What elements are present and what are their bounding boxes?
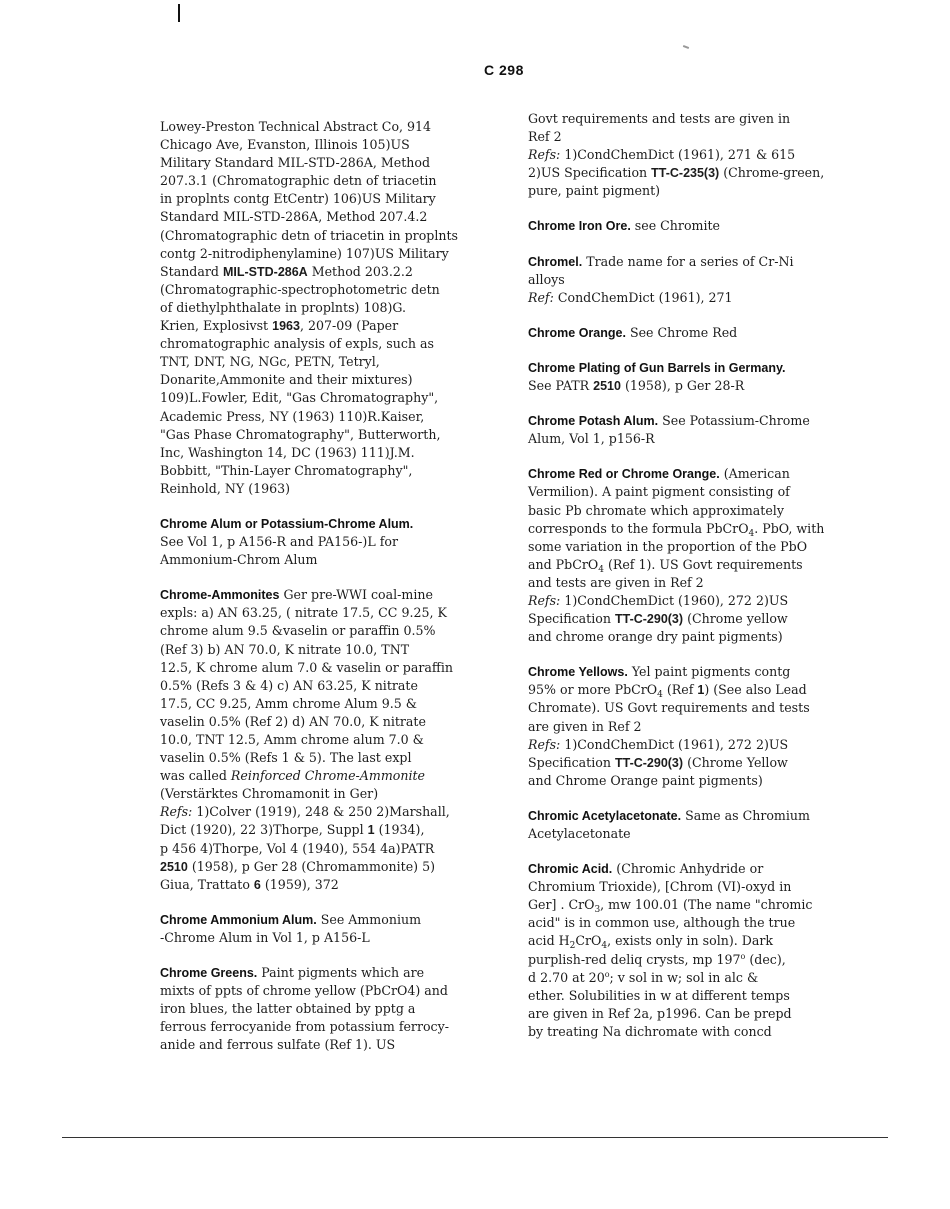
bold-volume: 1963 bbox=[272, 319, 300, 334]
refs-label: Refs: bbox=[528, 736, 561, 752]
text-line: Chrome Greens. Paint pigments which are bbox=[160, 965, 425, 981]
text-line: Standard MIL-STD-286A, Method 207.4.2 bbox=[160, 209, 428, 225]
text-line: Chicago Ave, Evanston, Illinois 105)US bbox=[160, 137, 410, 153]
text-line: 95% or more PbCrO$_4$ (Ref 1) (See also Lead bbox=[528, 682, 807, 701]
text-line: Chrome-Ammonites Ger pre-WWI coal-mine bbox=[160, 587, 433, 603]
refs-label: Ref: bbox=[528, 289, 554, 305]
text-line: Chromic Acid. (Chromic Anhydride or bbox=[528, 861, 764, 877]
text-line: Inc, Washington 14, DC (1963) 111)J.M. bbox=[160, 444, 415, 460]
text-line: See PATR 2510 (1958), p Ger 28-R bbox=[528, 378, 745, 394]
entry-chromic-acid bbox=[528, 860, 846, 1041]
bold-spec: TT-C-235(3) bbox=[651, 166, 720, 181]
text-line: and PbCrO$_4$ (Ref 1). US Govt requirements bbox=[528, 556, 803, 575]
italic-term: Reinforced Chrome-Ammonite bbox=[230, 768, 426, 784]
entry-heading: Chrome Greens. bbox=[160, 966, 258, 981]
text-line: 10.0, TNT 12.5, Amm chrome alum 7.0 & bbox=[160, 732, 424, 747]
text-line: contg 2-nitrodiphenylamine) 107)US Military bbox=[160, 245, 449, 261]
text-line: and tests are given in Ref 2 bbox=[528, 574, 704, 590]
bold-spec: TT-C-290(3) bbox=[614, 612, 684, 627]
text-line: Chrome Orange. See Chrome Red bbox=[528, 324, 738, 340]
text-line: Refs: 1)CondChemDict (1961), 272 2)US bbox=[528, 736, 789, 752]
bold-volume: 2510 bbox=[160, 859, 188, 874]
text-line: (Chromatographic detn of triacetin in proplnts bbox=[160, 227, 458, 243]
text-line: Academic Press, NY (1963) 110)R.Kaiser, bbox=[160, 408, 425, 424]
text-line: Alum, Vol 1, p156-R bbox=[528, 431, 655, 447]
text-line: Chrome Iron Ore. see Chromite bbox=[528, 218, 721, 234]
page-number: C 298 bbox=[484, 62, 524, 78]
entry-chromel bbox=[528, 253, 846, 307]
text-line: Chrome Ammonium Alum. See Ammonium bbox=[160, 911, 422, 927]
text-line: Acetylacetonate bbox=[528, 826, 631, 841]
text-line: Giua, Trattato 6 (1959), 372 bbox=[160, 876, 339, 892]
text-line: Refs: 1)CondChemDict (1960), 272 2)US bbox=[528, 592, 789, 608]
entry-chrome-potash-alum bbox=[528, 412, 846, 448]
entry-heading: Chrome Red or Chrome Orange. bbox=[528, 467, 720, 482]
entry-chrome-orange bbox=[528, 324, 846, 342]
text-line: ether. Solubilities in w at different temps bbox=[528, 987, 790, 1003]
text-line: 2510 (1958), p Ger 28 (Chromammonite) 5) bbox=[160, 858, 436, 874]
text-line: Refs: 1)CondChemDict (1961), 271 & 615 bbox=[528, 147, 796, 163]
text-line: -Chrome Alum in Vol 1, p A156-L bbox=[160, 929, 370, 945]
text-line: vaselin 0.5% (Ref 2) d) AN 70.0, K nitrate bbox=[160, 713, 426, 729]
entry-chrome-plating bbox=[528, 359, 846, 395]
text-line: vaselin 0.5% (Refs 1 & 5). The last expl bbox=[160, 750, 412, 766]
text-line: some variation in the proportion of the PbO bbox=[528, 538, 808, 554]
text-line: See Vol 1, p A156-R and PA156-)L for bbox=[160, 534, 398, 550]
text-line: Ger] . CrO$_3$, mw 100.01 (The name "chromic bbox=[528, 897, 813, 916]
text-line: Chrome Potash Alum. See Potassium-Chrome bbox=[528, 413, 810, 429]
text-line: chrome alum 9.5 &vaselin or paraffin 0.5% bbox=[160, 623, 436, 639]
refs-label: Refs: bbox=[528, 147, 561, 163]
text-line: corresponds to the formula PbCrO$_4$. PbO, with bbox=[528, 520, 825, 539]
entry-heading: Chrome Potash Alum. bbox=[528, 414, 659, 429]
right-column bbox=[528, 110, 846, 1058]
left-column bbox=[160, 110, 482, 1072]
text-line: Chrome Yellows. Yel paint pigments contg bbox=[528, 664, 791, 680]
text-line: Chromel. Trade name for a series of Cr-Ni bbox=[528, 253, 794, 269]
text-line: 207.3.1 (Chromatographic detn of triacetin bbox=[160, 173, 437, 189]
text-line: 0.5% (Refs 3 & 4) c) AN 63.25, K nitrate bbox=[160, 677, 418, 693]
bold-volume: 1 bbox=[367, 823, 375, 838]
text-line: iron blues, the latter obtained by pptg a bbox=[160, 1001, 416, 1017]
text-line: (Verstärktes Chromamonit in Ger) bbox=[160, 786, 379, 802]
text-line: p 456 4)Thorpe, Vol 4 (1940), 554 4a)PATR bbox=[160, 840, 435, 856]
text-line: are given in Ref 2 bbox=[528, 718, 642, 734]
entry-chrome-yellows bbox=[528, 663, 846, 790]
text-line: Chromate). US Govt requirements and tests bbox=[528, 700, 810, 716]
text-line: 2)US Specification TT-C-235(3) (Chrome-green, bbox=[528, 165, 825, 181]
text-line: 12.5, K chrome alum 7.0 & vaselin or paraffin bbox=[160, 659, 453, 675]
text-line: Specification TT-C-290(3) (Chrome Yellow bbox=[528, 754, 788, 770]
text-line: acid" is in common use, although the true bbox=[528, 915, 796, 931]
text-line: Reinhold, NY (1963) bbox=[160, 480, 291, 496]
text-line: in proplnts contg EtCentr) 106)US Military bbox=[160, 191, 436, 207]
text-line: purplish-red deliq crysts, mp 197$^o$ (dec), bbox=[528, 951, 786, 967]
text-line: Donarite,Ammonite and their mixtures) bbox=[160, 372, 413, 388]
refs-label: Refs: bbox=[528, 592, 561, 608]
text-line: chromatographic analysis of expls, such as bbox=[160, 336, 435, 352]
entry-chrome-ammonium-alum bbox=[160, 911, 482, 947]
entry-heading: Chrome Orange. bbox=[528, 325, 626, 340]
text-line: 109)L.Fowler, Edit, "Gas Chromatography", bbox=[160, 390, 439, 406]
entry-heading: Chrome Ammonium Alum. bbox=[160, 912, 317, 927]
text-line: mixts of ppts of chrome yellow (PbCrO4) and bbox=[160, 983, 448, 999]
text-line: Krien, Explosivst 1963, 207-09 (Paper bbox=[160, 318, 399, 334]
text-line: anide and ferrous sulfate (Ref 1). US bbox=[160, 1037, 396, 1053]
scan-speck bbox=[683, 45, 689, 49]
refs-label: Refs: bbox=[160, 804, 193, 820]
entry-heading: Chromic Acetylacetonate. bbox=[528, 808, 682, 823]
text-line: Dict (1920), 22 3)Thorpe, Suppl 1 (1934), bbox=[160, 822, 425, 838]
entry-heading: Chromel. bbox=[528, 254, 583, 269]
text-line: and Chrome Orange paint pigments) bbox=[528, 772, 763, 788]
text-line: Chromic Acetylacetonate. Same as Chromium bbox=[528, 807, 810, 823]
text-line: are given in Ref 2a, p1996. Can be prepd bbox=[528, 1005, 792, 1021]
entry-heading: Chrome Iron Ore. bbox=[528, 219, 631, 234]
text-line: "Gas Phase Chromatography", Butterworth, bbox=[160, 426, 441, 442]
entry-heading: Chrome Alum or Potassium-Chrome Alum. bbox=[160, 516, 414, 531]
entry-heading: Chrome-Ammonites bbox=[160, 588, 280, 603]
bold-spec: TT-C-290(3) bbox=[614, 755, 684, 770]
text-line: Bobbitt, "Thin-Layer Chromatography", bbox=[160, 462, 413, 478]
text-line: TNT, DNT, NG, NGc, PETN, Tetryl, bbox=[160, 354, 380, 370]
text-line: 17.5, CC 9.25, Amm chrome Alum 9.5 & bbox=[160, 695, 417, 711]
text-line: Military Standard MIL-STD-286A, Method bbox=[160, 155, 431, 171]
footer-rule bbox=[62, 1137, 888, 1138]
text-line: alloys bbox=[528, 271, 565, 287]
entry-heading: Chrome Yellows. bbox=[528, 665, 628, 680]
text-line: Specification TT-C-290(3) (Chrome yellow bbox=[528, 611, 788, 627]
entry-chromic-acetylacetonate bbox=[528, 807, 846, 843]
bold-spec: MIL-STD-286A bbox=[222, 264, 308, 279]
text-line: by treating Na dichromate with concd bbox=[528, 1023, 772, 1039]
entry-chrome-iron-ore bbox=[528, 217, 846, 235]
bold-volume: 2510 bbox=[593, 379, 621, 394]
text-line: Chromium Trioxide), [Chrom (VI)-oxyd in bbox=[528, 879, 792, 895]
text-line: Ref 2 bbox=[528, 129, 562, 145]
entry-chrome-greens bbox=[160, 964, 482, 1054]
text-line: Ref: CondChemDict (1961), 271 bbox=[528, 289, 733, 305]
text-line: acid $H_2CrO_4$, exists only in soln). Dark bbox=[528, 933, 774, 952]
bold-volume: 6 bbox=[253, 877, 261, 892]
text-line: Vermilion). A paint pigment consisting of bbox=[528, 484, 790, 500]
text-line: was called Reinforced Chrome-Ammonite bbox=[160, 768, 426, 784]
text-line: expls: a) AN 63.25, ( nitrate 17.5, CC 9.25, K bbox=[160, 605, 447, 621]
text-line: (Chromatographic-spectrophotometric detn bbox=[160, 281, 440, 297]
text-line: Chrome Red or Chrome Orange. (American bbox=[528, 466, 790, 482]
text-line: Ammonium-Chrom Alum bbox=[160, 552, 318, 568]
text-line: (Ref 3) b) AN 70.0, K nitrate 10.0, TNT bbox=[160, 641, 410, 657]
text-line: basic Pb chromate which approximately bbox=[528, 502, 784, 518]
text-line: Refs: 1)Colver (1919), 248 & 250 2)Marshall, bbox=[160, 804, 450, 820]
text-line: ferrous ferrocyanide from potassium ferrocy- bbox=[160, 1019, 449, 1035]
text-line: of diethylphthalate in proplnts) 108)G. bbox=[160, 299, 407, 315]
text-line: pure, paint pigment) bbox=[528, 183, 661, 199]
entry-heading: Chromic Acid. bbox=[528, 862, 613, 877]
entry-chrome-ammonites bbox=[160, 586, 482, 894]
entry-chrome-alum bbox=[160, 515, 482, 569]
entry-chrome-red bbox=[528, 465, 846, 646]
text-line: Govt requirements and tests are given in bbox=[528, 111, 791, 126]
references-continuation bbox=[160, 118, 482, 498]
margin-mark bbox=[178, 4, 180, 22]
text-line: and chrome orange dry paint pigments) bbox=[528, 629, 783, 645]
text-line: Lowey-Preston Technical Abstract Co, 914 bbox=[160, 119, 432, 134]
entry-heading: Chrome Plating of Gun Barrels in Germany. bbox=[528, 360, 786, 375]
text-line: d 2.70 at 20$^o$; v sol in w; sol in alc & bbox=[528, 969, 759, 985]
entry-chrome-greens-continued bbox=[528, 110, 846, 200]
text-line: Standard MIL-STD-286A Method 203.2.2 bbox=[160, 263, 413, 279]
